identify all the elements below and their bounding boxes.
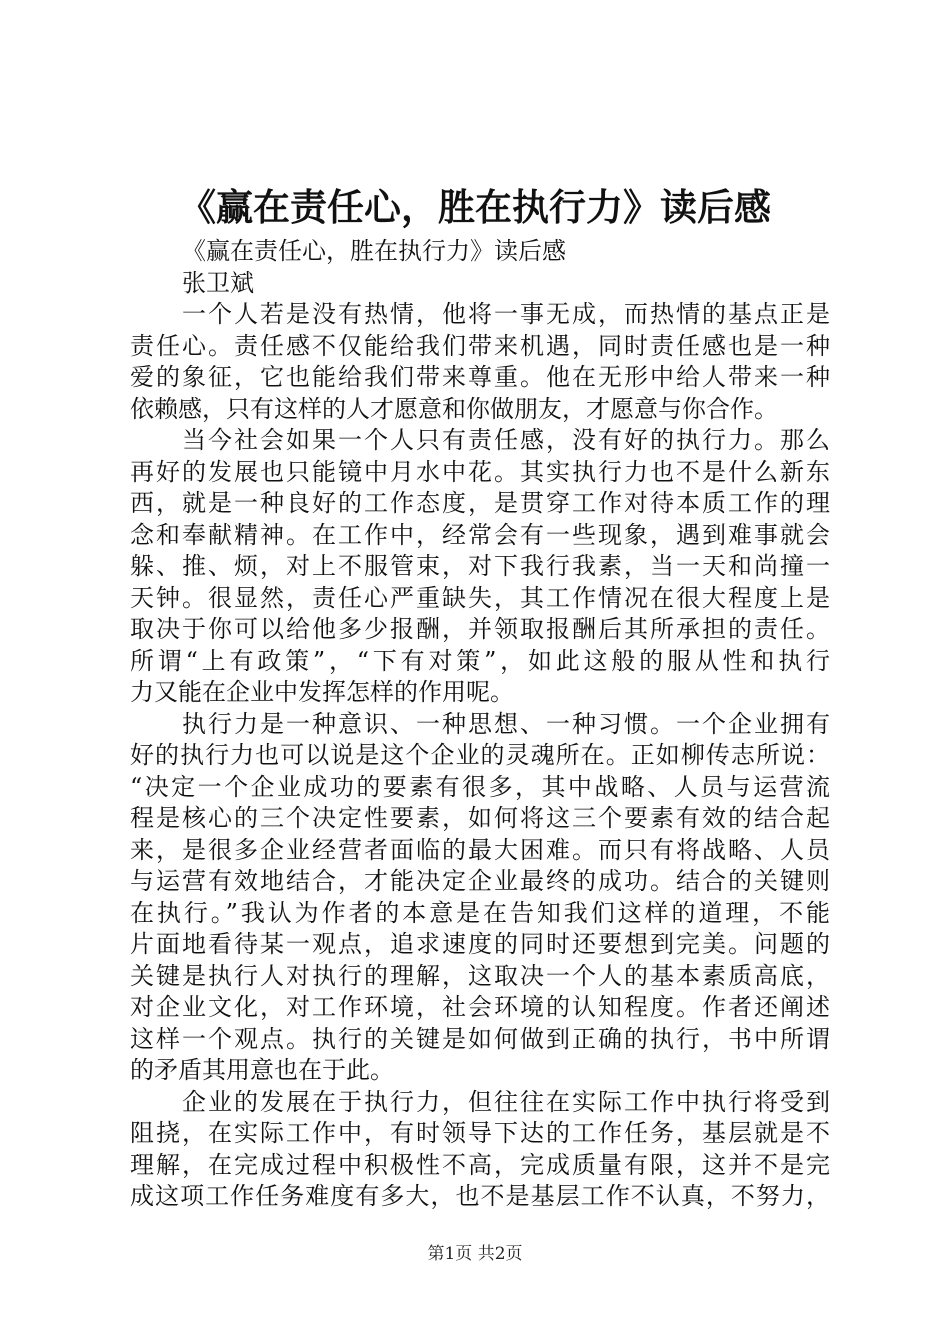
body-line: 一个人若是没有热情，他将一事无成，而热情的基点正是 (182, 300, 830, 328)
body-line: 在执行。”我认为作者的本意是在告知我们这样的道理，不能 (130, 898, 830, 927)
body-line: 程是核心的三个决定性要素，如何将这三个要素有效的结合起 (130, 804, 830, 832)
body-line: 关键是执行人对执行的理解，这取决一个人的基本素质高底， (130, 961, 830, 990)
body-line: 与运营有效地结合，才能决定企业最终的成功。结合的关键则 (130, 867, 830, 895)
body-line: 躲、推、烦，对上不服管束，对下我行我素，当一天和尚撞一 (130, 552, 830, 580)
body-line: 好的执行力也可以说是这个企业的灵魂所在。正如柳传志所说： (130, 741, 830, 769)
body-line: 这样一个观点。执行的关键是如何做到正确的执行，书中所谓 (130, 1024, 830, 1053)
body-line: 《赢在责任心，胜在执行力》读后感 (182, 237, 566, 265)
body-line: 责任心。责任感不仅能给我们带来机遇，同时责任感也是一种 (130, 331, 830, 360)
body-line: 取决于你可以给他多少报酬，并领取报酬后其所承担的责任。 (130, 615, 830, 643)
body-line: 理解，在完成过程中积极性不高，完成质量有限，这并不是完 (130, 1150, 830, 1179)
body-line: 企业的发展在于执行力，但往往在实际工作中执行将受到 (182, 1087, 830, 1116)
document-body (130, 236, 830, 1213)
body-line: 执行力是一种意识、一种思想、一种习惯。一个企业拥有 (182, 709, 830, 738)
body-line: 所谓“上有政策”，“下有对策”，如此这般的服从性和执行 (130, 646, 830, 675)
body-line: 天钟。很显然，责任心严重缺失，其工作情况在很大程度上是 (130, 583, 830, 612)
body-line: 当今社会如果一个人只有责任感，没有好的执行力。那么 (182, 426, 830, 454)
body-line: 片面地看待某一观点，追求速度的同时还要想到完美。问题的 (130, 930, 830, 958)
body-line: 力又能在企业中发挥怎样的作用呢。 (130, 678, 514, 706)
body-line: 阻挠，在实际工作中，有时领导下达的工作任务，基层就是不 (130, 1119, 830, 1147)
body-line: 成这项工作任务难度有多大，也不是基层工作不认真，不努力， (130, 1182, 830, 1210)
body-line: 念和奉献精神。在工作中，经常会有一些现象，遇到难事就会 (130, 520, 830, 549)
body-line: 张卫斌 (182, 268, 254, 297)
body-line: “决定一个企业成功的要素有很多，其中战略、人员与运营流 (130, 772, 830, 801)
body-line: 依赖感，只有这样的人才愿意和你做朋友，才愿意与你合作。 (130, 394, 778, 423)
page-footer: 第1页 共2页 (427, 1244, 523, 1264)
body-line: 对企业文化，对工作环境，社会环境的认知程度。作者还阐述 (130, 993, 830, 1021)
body-line: 爱的象征，它也能给我们带来尊重。他在无形中给人带来一种 (130, 363, 830, 391)
body-line: 的矛盾其用意也在于此。 (130, 1056, 394, 1084)
document-title: 《赢在责任心，胜在执行力》读后感 (179, 185, 771, 229)
body-line: 再好的发展也只能镜中月水中花。其实执行力也不是什么新东 (130, 457, 830, 486)
body-line: 来，是很多企业经营者面临的最大困难。而只有将战略、人员 (130, 835, 830, 864)
body-line: 西，就是一种良好的工作态度，是贯穿工作对待本质工作的理 (130, 489, 830, 517)
